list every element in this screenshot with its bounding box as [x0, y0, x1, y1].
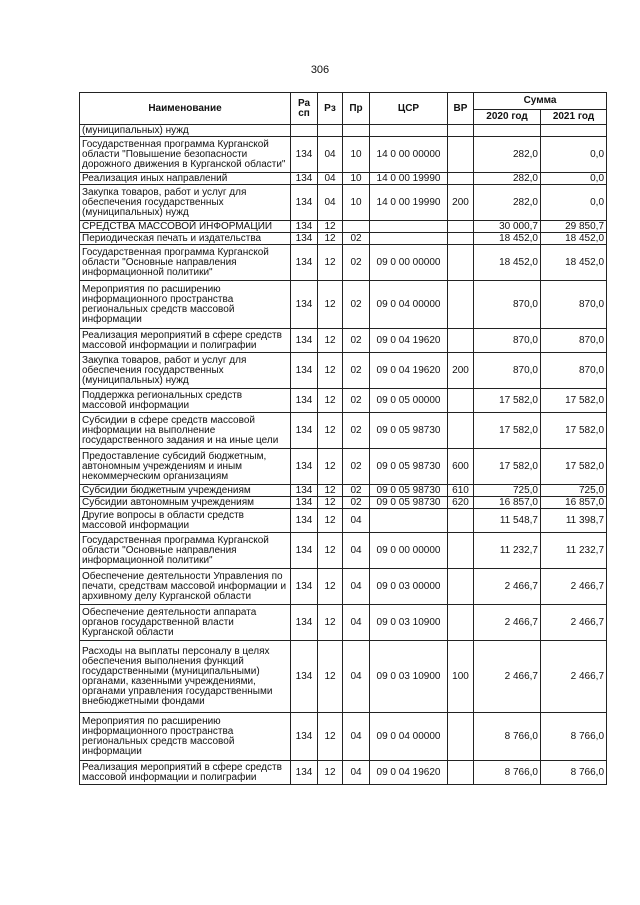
cell-rasp: 134: [291, 137, 318, 173]
cell-pr: 02: [343, 245, 370, 281]
header-name: Наименование: [80, 93, 291, 125]
cell-csr: 09 0 04 19620: [370, 761, 448, 785]
cell-2020: 18 452,0: [474, 245, 541, 281]
cell-vr: [448, 761, 474, 785]
table-row: [80, 641, 607, 713]
cell-name: Реализация мероприятий в сфере средств массовой информации и полиграфии: [80, 761, 291, 785]
cell-csr: [370, 509, 448, 533]
cell-2021: 2 466,7: [541, 605, 607, 641]
table-row: [80, 245, 607, 281]
table-row: [80, 353, 607, 389]
cell-pr: 04: [343, 605, 370, 641]
cell-2020: 282,0: [474, 185, 541, 221]
cell-pr: 02: [343, 281, 370, 329]
cell-name: Субсидии в сфере средств массовой информации на выполнение государственного задания и на иные цели: [80, 413, 291, 449]
cell-csr: [370, 125, 448, 137]
cell-rz: 04: [318, 173, 343, 185]
cell-2021: 17 582,0: [541, 389, 607, 413]
cell-csr: 09 0 00 00000: [370, 245, 448, 281]
cell-csr: 09 0 00 00000: [370, 533, 448, 569]
cell-rasp: 134: [291, 353, 318, 389]
cell-csr: 09 0 05 98730: [370, 413, 448, 449]
cell-rz: 12: [318, 641, 343, 713]
cell-pr: 02: [343, 329, 370, 353]
cell-2021: 17 582,0: [541, 449, 607, 485]
cell-pr: 02: [343, 413, 370, 449]
cell-2020: 11 232,7: [474, 533, 541, 569]
cell-rz: 12: [318, 569, 343, 605]
table-row: [80, 329, 607, 353]
cell-name: Мероприятия по расширению информационного пространства региональных средств массовой информации: [80, 713, 291, 761]
cell-2021: 725,0: [541, 485, 607, 497]
cell-vr: [448, 233, 474, 245]
cell-name: Закупка товаров, работ и услуг для обеспечения государственных (муниципальных) нужд: [80, 185, 291, 221]
cell-pr: 04: [343, 641, 370, 713]
table-row: [80, 533, 607, 569]
cell-name: Другие вопросы в области средств массовой информации: [80, 509, 291, 533]
cell-2021: 870,0: [541, 329, 607, 353]
cell-2021: 11 398,7: [541, 509, 607, 533]
header-rasp: Ра сп: [291, 93, 318, 125]
cell-2020: 2 466,7: [474, 605, 541, 641]
cell-2021: 17 582,0: [541, 413, 607, 449]
cell-csr: 14 0 00 19990: [370, 173, 448, 185]
cell-csr: 09 0 03 10900: [370, 641, 448, 713]
header-rz: Рз: [318, 93, 343, 125]
cell-rasp: 134: [291, 605, 318, 641]
cell-2021: 2 466,7: [541, 641, 607, 713]
cell-2020: 870,0: [474, 353, 541, 389]
cell-2020: 2 466,7: [474, 569, 541, 605]
table-row: [80, 569, 607, 605]
cell-rz: 12: [318, 509, 343, 533]
cell-vr: [448, 569, 474, 605]
cell-rasp: 134: [291, 641, 318, 713]
cell-rz: 12: [318, 221, 343, 233]
cell-csr: 09 0 04 19620: [370, 329, 448, 353]
cell-csr: 09 0 05 98730: [370, 485, 448, 497]
cell-2021: 0,0: [541, 173, 607, 185]
cell-2020: 8 766,0: [474, 761, 541, 785]
cell-2021: 2 466,7: [541, 569, 607, 605]
cell-2020: 16 857,0: [474, 497, 541, 509]
cell-csr: 09 0 03 00000: [370, 569, 448, 605]
page-number: 306: [310, 64, 330, 76]
cell-rasp: 134: [291, 221, 318, 233]
cell-vr: 610: [448, 485, 474, 497]
cell-rz: 12: [318, 713, 343, 761]
cell-pr: 04: [343, 509, 370, 533]
cell-rz: 12: [318, 449, 343, 485]
cell-name: Реализация мероприятий в сфере средств массовой информации и полиграфии: [80, 329, 291, 353]
table-row: [80, 497, 607, 509]
cell-pr: 02: [343, 353, 370, 389]
cell-2020: 282,0: [474, 137, 541, 173]
budget-table: [79, 92, 607, 785]
cell-pr: 10: [343, 173, 370, 185]
cell-rz: 12: [318, 761, 343, 785]
cell-2021: 11 232,7: [541, 533, 607, 569]
cell-rz: 12: [318, 245, 343, 281]
cell-rasp: 134: [291, 485, 318, 497]
cell-rasp: 134: [291, 389, 318, 413]
cell-rz: 04: [318, 137, 343, 173]
cell-vr: [448, 137, 474, 173]
cell-vr: [448, 125, 474, 137]
cell-rasp: 134: [291, 329, 318, 353]
cell-name: Предоставление субсидий бюджетным, автономным учреждениям и иным некоммерческим организациям: [80, 449, 291, 485]
cell-vr: [448, 605, 474, 641]
cell-csr: 09 0 04 00000: [370, 713, 448, 761]
cell-2021: 16 857,0: [541, 497, 607, 509]
cell-rasp: 134: [291, 509, 318, 533]
cell-rasp: 134: [291, 185, 318, 221]
table-row: [80, 281, 607, 329]
cell-2020: 17 582,0: [474, 389, 541, 413]
cell-csr: 09 0 05 98730: [370, 497, 448, 509]
cell-pr: 04: [343, 533, 370, 569]
cell-2020: 2 466,7: [474, 641, 541, 713]
cell-rasp: 134: [291, 173, 318, 185]
cell-2020: 17 582,0: [474, 413, 541, 449]
cell-pr: 02: [343, 449, 370, 485]
cell-rz: 12: [318, 533, 343, 569]
cell-rasp: [291, 125, 318, 137]
cell-2021: 870,0: [541, 281, 607, 329]
cell-csr: 09 0 05 00000: [370, 389, 448, 413]
cell-2020: 870,0: [474, 329, 541, 353]
cell-vr: [448, 413, 474, 449]
cell-vr: [448, 389, 474, 413]
cell-rasp: 134: [291, 497, 318, 509]
cell-rasp: 134: [291, 569, 318, 605]
cell-csr: 09 0 05 98730: [370, 449, 448, 485]
table-row: [80, 221, 607, 233]
cell-pr: 02: [343, 497, 370, 509]
cell-2021: 8 766,0: [541, 761, 607, 785]
cell-vr: [448, 329, 474, 353]
cell-vr: [448, 713, 474, 761]
cell-rz: 04: [318, 185, 343, 221]
cell-name: Субсидии автономным учреждениям: [80, 497, 291, 509]
cell-vr: 200: [448, 353, 474, 389]
header-vr: ВР: [448, 93, 474, 125]
table-row: [80, 485, 607, 497]
cell-2020: 8 766,0: [474, 713, 541, 761]
table-row: [80, 185, 607, 221]
table-row: [80, 233, 607, 245]
cell-csr: 09 0 04 00000: [370, 281, 448, 329]
cell-2020: 30 000,7: [474, 221, 541, 233]
header-2021: 2021 год: [541, 110, 607, 125]
cell-rz: 12: [318, 413, 343, 449]
cell-name: Периодическая печать и издательства: [80, 233, 291, 245]
cell-name: Расходы на выплаты персоналу в целях обеспечения выполнения функций государственными (муниципальными) органами, казенными учреждениями, органами управления государственными внебюджетными фондами: [80, 641, 291, 713]
cell-rasp: 134: [291, 449, 318, 485]
cell-pr: 02: [343, 389, 370, 413]
cell-rz: 12: [318, 389, 343, 413]
cell-name: Закупка товаров, работ и услуг для обеспечения государственных (муниципальных) нужд: [80, 353, 291, 389]
cell-name: Мероприятия по расширению информационного пространства региональных средств массовой информации: [80, 281, 291, 329]
cell-2020: 870,0: [474, 281, 541, 329]
table-row: [80, 137, 607, 173]
cell-2021: 29 850,7: [541, 221, 607, 233]
cell-pr: 02: [343, 233, 370, 245]
cell-pr: 04: [343, 713, 370, 761]
cell-rz: 12: [318, 485, 343, 497]
header-2020: 2020 год: [474, 110, 541, 125]
cell-name: (муниципальных) нужд: [80, 125, 291, 137]
table-row: [80, 605, 607, 641]
cell-rasp: 134: [291, 233, 318, 245]
cell-rz: 12: [318, 497, 343, 509]
cell-2021: 0,0: [541, 137, 607, 173]
cell-2021: 18 452,0: [541, 245, 607, 281]
cell-name: Поддержка региональных средств массовой информации: [80, 389, 291, 413]
cell-vr: [448, 173, 474, 185]
cell-pr: 04: [343, 761, 370, 785]
cell-pr: [343, 221, 370, 233]
cell-rasp: 134: [291, 713, 318, 761]
cell-2021: 0,0: [541, 185, 607, 221]
cell-rasp: 134: [291, 413, 318, 449]
cell-csr: 14 0 00 00000: [370, 137, 448, 173]
cell-rz: 12: [318, 353, 343, 389]
cell-vr: [448, 245, 474, 281]
cell-rasp: 134: [291, 281, 318, 329]
cell-name: Государственная программа Курганской области "Основные направления информационной политики": [80, 533, 291, 569]
table-row: [80, 509, 607, 533]
cell-vr: 200: [448, 185, 474, 221]
cell-rz: [318, 125, 343, 137]
table-row: [80, 389, 607, 413]
cell-rasp: 134: [291, 761, 318, 785]
cell-2020: 18 452,0: [474, 233, 541, 245]
table-row: [80, 125, 607, 137]
cell-name: Обеспечение деятельности аппарата органов государственной власти Курганской области: [80, 605, 291, 641]
cell-pr: [343, 125, 370, 137]
cell-rz: 12: [318, 281, 343, 329]
cell-rasp: 134: [291, 533, 318, 569]
cell-rasp: 134: [291, 245, 318, 281]
cell-name: Реализация иных направлений: [80, 173, 291, 185]
cell-name: Обеспечение деятельности Управления по печати, средствам массовой информации и архивному делу Курганской области: [80, 569, 291, 605]
cell-2021: [541, 125, 607, 137]
table-row: [80, 413, 607, 449]
cell-2021: 870,0: [541, 353, 607, 389]
table-row: [80, 713, 607, 761]
cell-2020: 17 582,0: [474, 449, 541, 485]
cell-2021: 8 766,0: [541, 713, 607, 761]
cell-rz: 12: [318, 233, 343, 245]
cell-2020: 725,0: [474, 485, 541, 497]
cell-csr: 09 0 03 10900: [370, 605, 448, 641]
cell-name: СРЕДСТВА МАССОВОЙ ИНФОРМАЦИИ: [80, 221, 291, 233]
cell-2020: 282,0: [474, 173, 541, 185]
header-csr: ЦСР: [370, 93, 448, 125]
header-sum: Сумма: [474, 93, 607, 110]
cell-pr: 10: [343, 185, 370, 221]
cell-name: Государственная программа Курганской области "Основные направления информационной политики": [80, 245, 291, 281]
cell-csr: [370, 221, 448, 233]
cell-vr: [448, 221, 474, 233]
cell-csr: 09 0 04 19620: [370, 353, 448, 389]
cell-vr: [448, 281, 474, 329]
table-row: [80, 173, 607, 185]
cell-pr: 04: [343, 569, 370, 605]
cell-name: Субсидии бюджетным учреждениям: [80, 485, 291, 497]
cell-vr: 620: [448, 497, 474, 509]
cell-2020: [474, 125, 541, 137]
cell-pr: 02: [343, 485, 370, 497]
cell-2021: 18 452,0: [541, 233, 607, 245]
cell-csr: 14 0 00 19990: [370, 185, 448, 221]
table-row: [80, 449, 607, 485]
cell-vr: [448, 509, 474, 533]
cell-vr: [448, 533, 474, 569]
cell-pr: 10: [343, 137, 370, 173]
table-body: [80, 125, 607, 785]
cell-2020: 11 548,7: [474, 509, 541, 533]
header-row: [80, 93, 607, 110]
header-pr: Пр: [343, 93, 370, 125]
cell-vr: 100: [448, 641, 474, 713]
cell-name: Государственная программа Курганской области "Повышение безопасности дорожного движения в Курганской области": [80, 137, 291, 173]
table-row: [80, 761, 607, 785]
cell-vr: 600: [448, 449, 474, 485]
cell-rz: 12: [318, 329, 343, 353]
cell-csr: [370, 233, 448, 245]
cell-rz: 12: [318, 605, 343, 641]
